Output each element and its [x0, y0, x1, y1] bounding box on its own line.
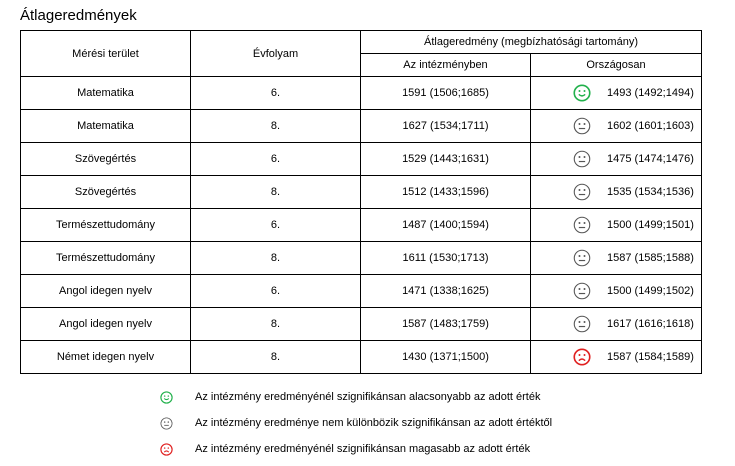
- cell-area: Matematika: [21, 77, 191, 110]
- cell-area: Természettudomány: [21, 209, 191, 242]
- cell-grade: 8.: [191, 242, 361, 275]
- cell-institution-value: 1587 (1483;1759): [361, 308, 531, 341]
- header-area: Mérési terület: [21, 31, 191, 77]
- table-row: [21, 77, 702, 110]
- cell-national-value: 1602 (1601;1603): [607, 120, 694, 132]
- cell-area: Angol idegen nyelv: [21, 308, 191, 341]
- neutral-face-icon: [573, 216, 591, 234]
- cell-national-value: 1587 (1585;1588): [607, 252, 694, 264]
- cell-national: [531, 110, 702, 143]
- cell-national-value: 1475 (1474;1476): [607, 153, 694, 165]
- smiley-green-icon: [160, 391, 173, 404]
- cell-national: [531, 275, 702, 308]
- cell-institution-value: 1591 (1506;1685): [361, 77, 531, 110]
- neutral-face-icon: [573, 150, 591, 168]
- neutral-face-icon: [573, 183, 591, 201]
- cell-national-value: 1493 (1492;1494): [607, 87, 694, 99]
- neutral-face-icon: [160, 417, 173, 430]
- header-institution: Az intézményben: [361, 54, 531, 77]
- cell-national: [531, 209, 702, 242]
- header-national: Országosan: [531, 54, 702, 77]
- cell-national-value: 1500 (1499;1501): [607, 219, 694, 231]
- cell-national: [531, 242, 702, 275]
- cell-grade: 8.: [191, 110, 361, 143]
- cell-area: Angol idegen nyelv: [21, 275, 191, 308]
- table-row: [21, 143, 702, 176]
- cell-grade: 6.: [191, 77, 361, 110]
- cell-area: Matematika: [21, 110, 191, 143]
- cell-national-value: 1617 (1616;1618): [607, 318, 694, 330]
- cell-grade: 8.: [191, 308, 361, 341]
- legend-text: Az intézmény eredményénél szignifikánsan alacsonyabb az adott érték: [195, 391, 541, 403]
- neutral-face-icon: [573, 249, 591, 267]
- cell-area: Szövegértés: [21, 143, 191, 176]
- cell-national-value: 1500 (1499;1502): [607, 285, 694, 297]
- cell-national: [531, 308, 702, 341]
- cell-national: [531, 176, 702, 209]
- neutral-face-icon: [573, 315, 591, 333]
- cell-institution-value: 1430 (1371;1500): [361, 341, 531, 374]
- table-row: [21, 341, 702, 374]
- table-row: [21, 110, 702, 143]
- legend-text: Az intézmény eredménye nem különbözik szignifikánsan az adott értéktől: [195, 417, 553, 429]
- cell-grade: 8.: [191, 176, 361, 209]
- cell-area: Szövegértés: [21, 176, 191, 209]
- cell-national: [531, 77, 702, 110]
- cell-area: Német idegen nyelv: [21, 341, 191, 374]
- cell-institution-value: 1611 (1530;1713): [361, 242, 531, 275]
- cell-institution-value: 1627 (1534;1711): [361, 110, 531, 143]
- table-row: [21, 209, 702, 242]
- cell-area: Természettudomány: [21, 242, 191, 275]
- cell-grade: 6.: [191, 143, 361, 176]
- results-table: [20, 30, 702, 374]
- table-row: [21, 242, 702, 275]
- header-grade: Évfolyam: [191, 31, 361, 77]
- cell-institution-value: 1529 (1443;1631): [361, 143, 531, 176]
- header-average: Átlageredmény (megbízhatósági tartomány): [361, 31, 702, 54]
- table-row: [21, 275, 702, 308]
- cell-national-value: 1535 (1534;1536): [607, 186, 694, 198]
- table-row: [21, 176, 702, 209]
- neutral-face-icon: [573, 282, 591, 300]
- cell-institution-value: 1471 (1338;1625): [361, 275, 531, 308]
- cell-institution-value: 1512 (1433;1596): [361, 176, 531, 209]
- cell-national: [531, 143, 702, 176]
- page-title: Átlageredmények: [20, 7, 137, 24]
- cell-grade: 6.: [191, 275, 361, 308]
- frown-red-icon: [573, 348, 591, 366]
- cell-grade: 8.: [191, 341, 361, 374]
- cell-grade: 6.: [191, 209, 361, 242]
- neutral-face-icon: [573, 117, 591, 135]
- legend-text: Az intézmény eredményénél szignifikánsan magasabb az adott érték: [195, 443, 531, 455]
- frown-red-icon: [160, 443, 173, 456]
- table-row: [21, 308, 702, 341]
- cell-national-value: 1587 (1584;1589): [607, 351, 694, 363]
- cell-national: [531, 341, 702, 374]
- cell-institution-value: 1487 (1400;1594): [361, 209, 531, 242]
- smiley-green-icon: [573, 84, 591, 102]
